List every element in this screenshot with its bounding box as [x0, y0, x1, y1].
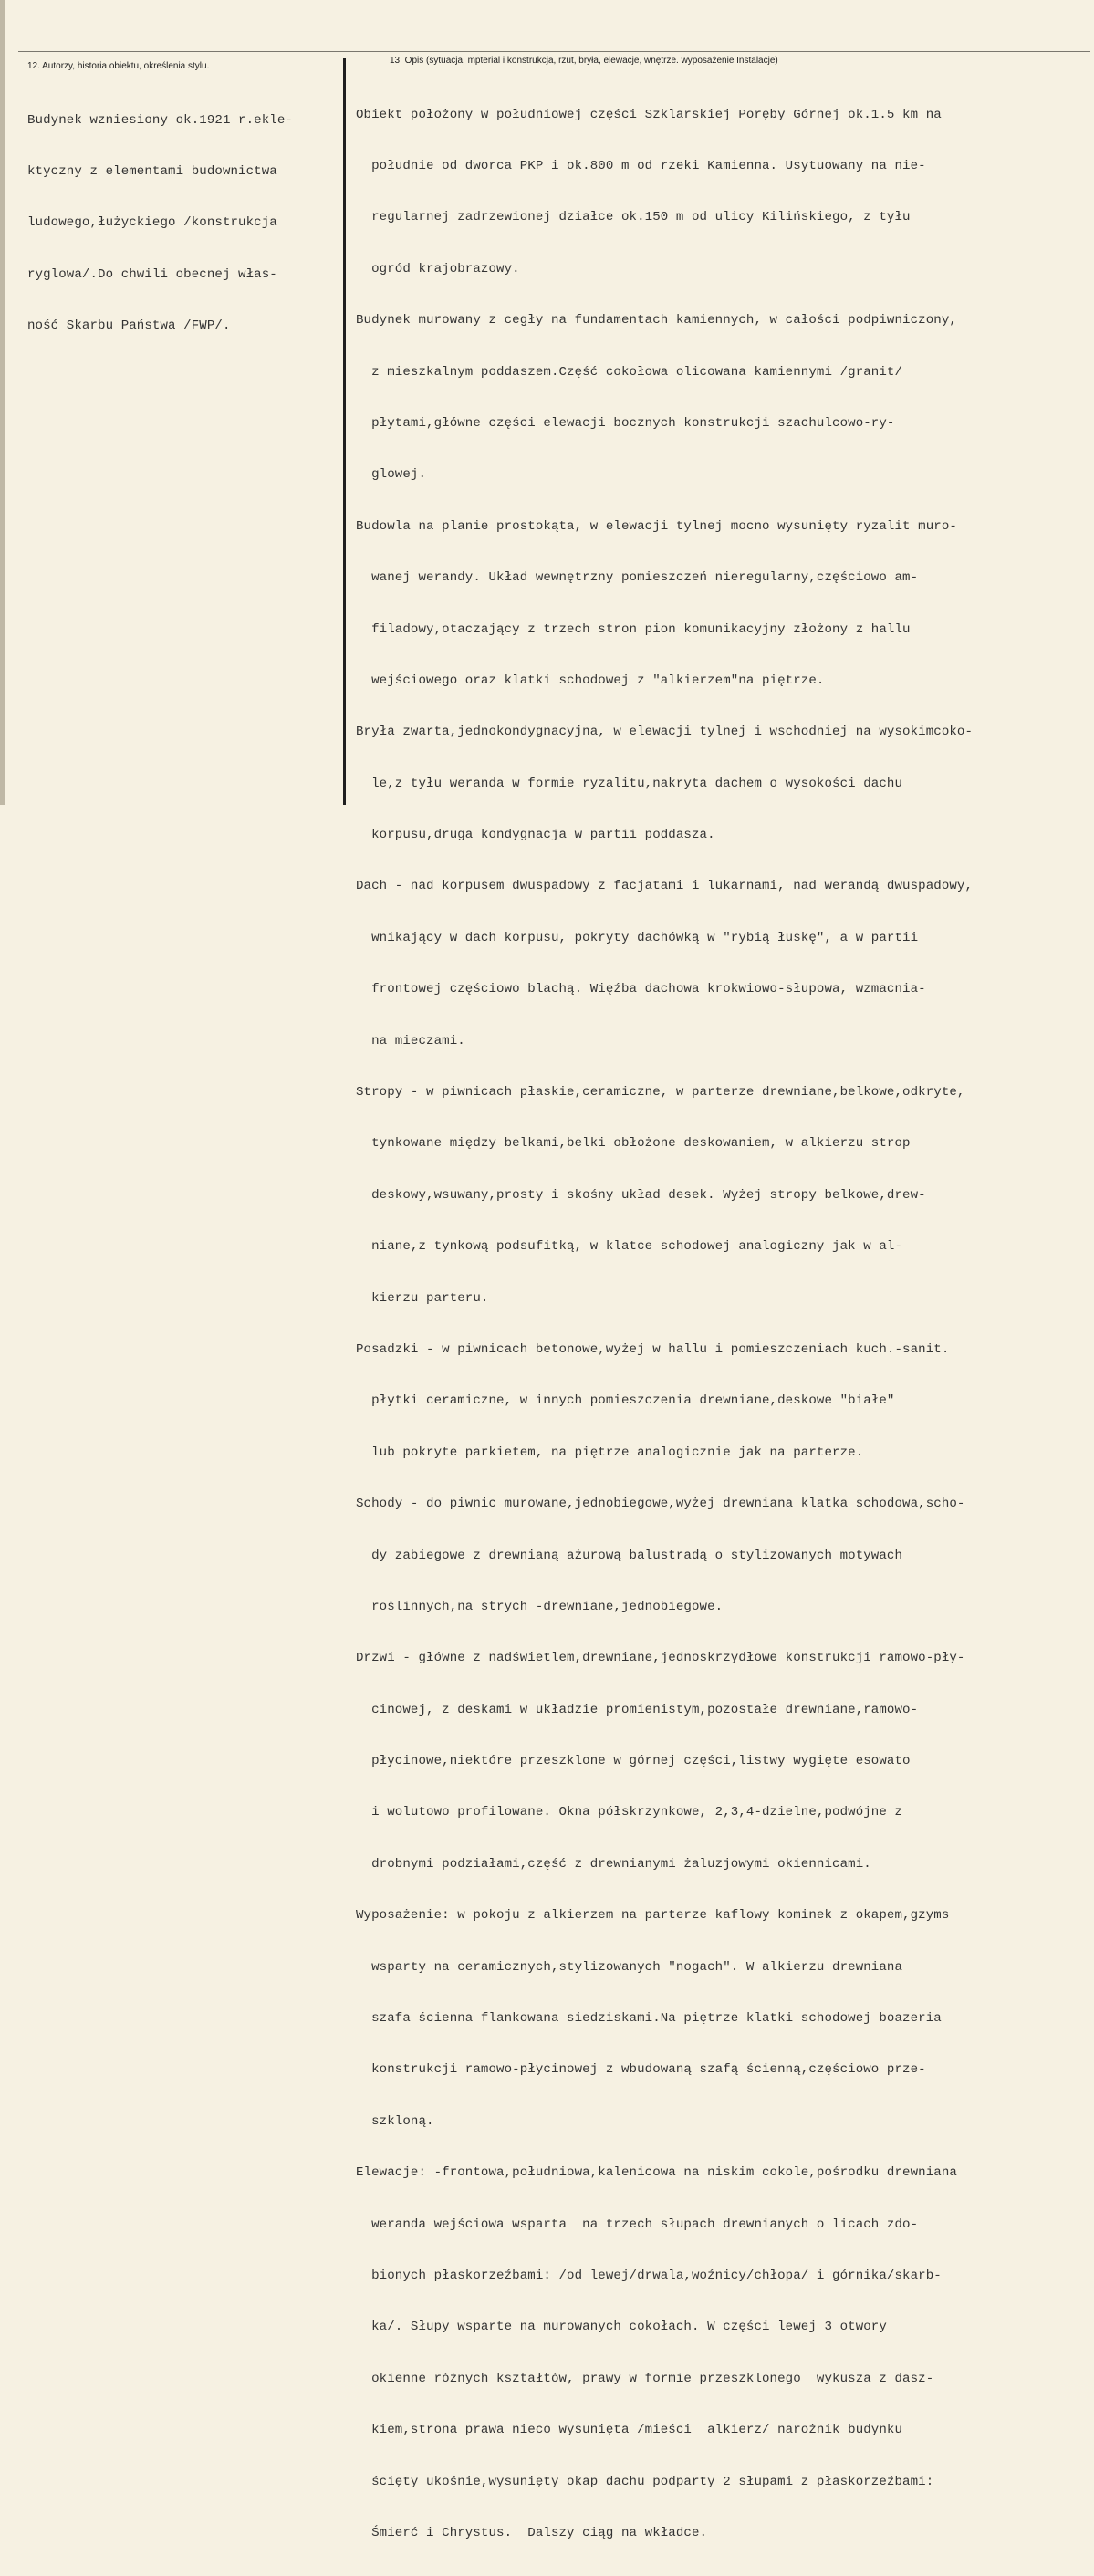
- text-line: Budynek murowany z cegły na fundamentach kamiennych, w całości podpiwniczony,: [356, 313, 957, 329]
- text-line: konstrukcji ramowo-płycinowej z wbudowaną szafą ścienną,częściowo prze-: [356, 2062, 926, 2078]
- text-line: kierzu parteru.: [356, 1290, 489, 1306]
- text-line: ktyczny z elementami budownictwa: [27, 163, 277, 179]
- text-line: Wyposażenie: w pokoju z alkierzem na parterze kaflowy kominek z okapem,gzyms: [356, 1908, 950, 1924]
- text-line: okienne różnych kształtów, prawy w formie przeszklonego wykusza z dasz-: [356, 2371, 934, 2386]
- text-line: Bryła zwarta,jednokondygnacyjna, w elewacji tylnej i wschodniej na wysokimcoko-: [356, 725, 974, 740]
- text-line: deskowy,wsuwany,prosty i skośny układ desek. Wyżej stropy belkowe,drew-: [356, 1187, 926, 1203]
- text-line: płycinowe,niektóre przeszklone w górnej części,listwy wygięte esowato: [356, 1754, 911, 1769]
- text-line: wanej werandy. Układ wewnętrzny pomieszczeń nieregularny,częściowo am-: [356, 570, 919, 586]
- text-line: południe od dworca PKP i ok.800 m od rzeki Kamienna. Usytuowany na nie-: [356, 158, 926, 173]
- text-line: szkloną.: [356, 2113, 434, 2129]
- text-line: glowej.: [356, 467, 427, 483]
- text-line: le,z tyłu weranda w formie ryzalitu,nakryta dachem o wysokości dachu: [356, 776, 903, 791]
- section-12-body: [27, 78, 293, 370]
- text-line: ogród krajobrazowy.: [356, 261, 520, 276]
- text-line: na mieczami.: [356, 1033, 465, 1048]
- section-13-header: 13. Opis (sytuacja, mpterial i konstrukcja, rzut, bryła, elewacje, wnętrze. wyposażenie Instalacje): [390, 56, 778, 66]
- text-line: Stropy - w piwnicach płaskie,ceramiczne, w parterze drewniane,belkowe,odkryte,: [356, 1085, 965, 1100]
- text-line: ryglowa/.Do chwili obecnej włas-: [27, 266, 277, 282]
- text-line: cinowej, z deskami w układzie promienistym,pozostałe drewniane,ramowo-: [356, 1702, 919, 1717]
- text-line: Budynek wzniesiony ok.1921 r.ekle-: [27, 112, 293, 128]
- section-13-body: [356, 72, 973, 2576]
- section-12-header: 12. Autorzy, historia obiektu, określenia stylu.: [27, 61, 210, 71]
- text-line: tynkowane między belkami,belki obłożone deskowaniem, w alkierzu strop: [356, 1136, 911, 1152]
- text-line: lub pokryte parkietem, na piętrze analogicznie jak na parterze.: [356, 1444, 864, 1460]
- text-line: Schody - do piwnic murowane,jednobiegowe,wyżej drewniana klatka schodowa,scho-: [356, 1497, 965, 1512]
- text-line: drobnymi podziałami,część z drewnianymi żaluzjowymi okiennicami.: [356, 1856, 871, 1872]
- text-line: Dach - nad korpusem dwuspadowy z facjatami i lukarnami, nad werandą dwuspadowy,: [356, 879, 974, 894]
- page-edge-shadow: [0, 0, 5, 805]
- text-line: roślinnych,na strych -drewniane,jednobiegowe.: [356, 1599, 724, 1614]
- text-line: ka/. Słupy wsparte na murowanych cokołach. W części lewej 3 otwory: [356, 2320, 887, 2335]
- text-line: Drzwi - główne z nadświetlem,drewniane,jednoskrzydłowe konstrukcji ramowo-pły-: [356, 1651, 965, 1666]
- text-line: wnikający w dach korpusu, pokryty dachówką w "rybią łuskę", a w partii: [356, 930, 919, 945]
- text-line: wejściowego oraz klatki schodowej z "alkierzem"na piętrze.: [356, 673, 825, 688]
- column-divider: [343, 58, 346, 805]
- text-line: płytami,główne części elewacji bocznych konstrukcji szachulcowo-ry-: [356, 415, 895, 431]
- text-line: Posadzki - w piwnicach betonowe,wyżej w hallu i pomieszczeniach kuch.-sanit.: [356, 1341, 950, 1357]
- text-line: Obiekt położony w południowej części Szklarskiej Poręby Górnej ok.1.5 km na: [356, 107, 942, 122]
- text-line: ludowego,łużyckiego /konstrukcja: [27, 215, 277, 231]
- text-line: korpusu,druga kondygnacja w partii poddasza.: [356, 828, 715, 843]
- text-line: frontowej częściowo blachą. Więźba dachowa krokwiowo-słupowa, wzmacnia-: [356, 982, 926, 997]
- text-line: bionych płaskorzeźbami: /od lewej/drwala,woźnicy/chłopa/ i górnika/skarb-: [356, 2268, 942, 2283]
- text-line: i wolutowo profilowane. Okna półskrzynkowe, 2,3,4-dzielne,podwójne z: [356, 1805, 903, 1820]
- text-line: filadowy,otaczający z trzech stron pion komunikacyjny złożony z hallu: [356, 621, 911, 637]
- text-line: ność Skarbu Państwa /FWP/.: [27, 318, 231, 334]
- text-line: dy zabiegowe z drewnianą ażurową balustradą o stylizowanych motywach: [356, 1548, 903, 1563]
- text-line: Budowla na planie prostokąta, w elewacji tylnej mocno wysunięty ryzalit muro-: [356, 518, 957, 534]
- top-rule-line: [18, 51, 1090, 52]
- text-line: Śmierć i Chrystus. Dalszy ciąg na wkładce.: [356, 2525, 708, 2540]
- text-line: Elewacje: -frontowa,południowa,kalenicowa na niskim cokole,pośrodku drewniana: [356, 2165, 957, 2181]
- text-line: z mieszkalnym poddaszem.Część cokołowa olicowana kamiennymi /granit/: [356, 364, 903, 380]
- text-line: weranda wejściowa wsparta na trzech słupach drewnianych o licach zdo-: [356, 2216, 919, 2232]
- text-line: szafa ścienna flankowana siedziskami.Na piętrze klatki schodowej boazeria: [356, 2011, 942, 2027]
- text-line: ścięty ukośnie,wysunięty okap dachu podparty 2 słupami z płaskorzeźbami:: [356, 2474, 934, 2489]
- text-line: płytki ceramiczne, w innych pomieszczenia drewniane,deskowe "białe": [356, 1393, 895, 1409]
- text-line: kiem,strona prawa nieco wysunięta /mieści alkierz/ narożnik budynku: [356, 2423, 903, 2438]
- text-line: wsparty na ceramicznych,stylizowanych "nogach". W alkierzu drewniana: [356, 1959, 903, 1975]
- text-line: niane,z tynkową podsufitką, w klatce schodowej analogiczny jak w al-: [356, 1239, 903, 1255]
- text-line: regularnej zadrzewionej działce ok.150 m od ulicy Kilińskiego, z tyłu: [356, 210, 911, 225]
